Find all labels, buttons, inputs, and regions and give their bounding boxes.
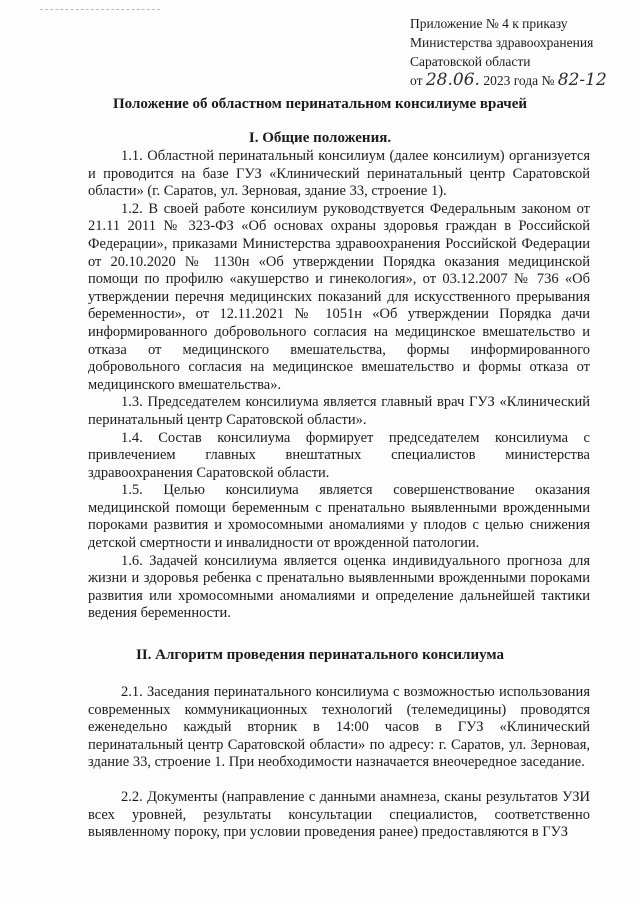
- annex-line-3: Саратовской области: [410, 54, 531, 69]
- paragraph-1-1: 1.1. Областной перинатальный консилиум (далее консилиум) организуется и проводится на базе ГУЗ «Клинический перинатальный центр Саратовской области» (г. Саратов, ул. Зерновая, здание 33, строение 1).: [88, 148, 590, 200]
- annex-date-line: [410, 71, 635, 90]
- paragraph-1-5: 1.5. Целью консилиума является совершенствование оказания медицинской помощи беременным с пренатально выявленными врожденными пороками развития и хромосомными аномалиями у плодов с целью снижения детской смертности и инвалидности от врожденной патологии.: [88, 482, 590, 552]
- paragraph-1-4: 1.4. Состав консилиума формирует председателем консилиума с привлечением главных внештатных специалистов министерства здравоохранения Саратовской области.: [88, 429, 590, 481]
- document-title: Положение об областном перинатальном консилиуме врачей: [112, 96, 528, 112]
- annex-date-prefix: от: [410, 73, 423, 88]
- section-2-body: [88, 684, 590, 859]
- annex-line-1: Приложение № 4 к приказу: [410, 16, 568, 31]
- section-2-heading: II. Алгоритм проведения перинатального консилиума: [135, 647, 504, 663]
- annex-date-suffix: 2023 года №: [483, 73, 555, 88]
- paragraph-2-2: 2.2. Документы (направление с данными анамнеза, сканы результатов УЗИ всех уровней, результаты консультации специалистов, соответственно выявленному пороку, при условии проведения ранее) предоставляются в ГУЗ: [88, 788, 590, 841]
- annex-number-handwritten: 82-12: [557, 70, 607, 90]
- section-1-heading: I. Общие положения.: [248, 130, 392, 146]
- paragraph-1-6: 1.6. Задачей консилиума является оценка индивидуального прогноза для жизни и здоровья ребенка с пренатально выявленными врожденными пороками развития или хромосомными аномалиями и определение дальнейшей тактики ведения беременности.: [88, 552, 590, 622]
- paragraph-1-3: 1.3. Председателем консилиума является главный врач ГУЗ «Клинический перинатальный центр Саратовской области».: [88, 394, 590, 428]
- paragraph-2-1: 2.1. Заседания перинатального консилиума с возможностью использования современных коммуникационных технологий (телемедицины) проводятся еженедельно каждый вторник в 14:00 часов в ГУЗ «Клинический перинатальный центр Саратовской области» по адресу: г. Саратов, ул. Зерновая, здание 33, строение 1. При необходимости назначается внеочередное заседание.: [88, 684, 590, 771]
- scan-edge-line: [40, 9, 160, 10]
- section-1-body: [88, 148, 590, 623]
- annex-header: [410, 14, 635, 90]
- paragraph-1-2: 1.2. В своей работе консилиум руководствуется Федеральным законом от 21.11 2011 № 323-ФЗ «Об основах охраны здоровья граждан в Российской Федерации», приказами Министерства здравоохранения Российской Федерации от 20.10.2020 № 1130н «Об утверждении Порядка оказания медицинской помощи по профилю «акушерство и гинекология», от 03.12.2007 № 736 «Об утверждении перечня медицинских показаний для искусственного прерывания беременности», от 12.11.2021 № 1051н «Об утверждении Порядка дачи информированного добровольного согласия на медицинское вмешательство и отказа от медицинского вмешательства, формы информированного добровольного согласия на медицинское вмешательство и формы отказа от медицинского вмешательства».: [88, 200, 590, 393]
- annex-line-2: Министерства здравоохранения: [410, 35, 594, 50]
- annex-date-handwritten: 28.06.: [425, 70, 480, 90]
